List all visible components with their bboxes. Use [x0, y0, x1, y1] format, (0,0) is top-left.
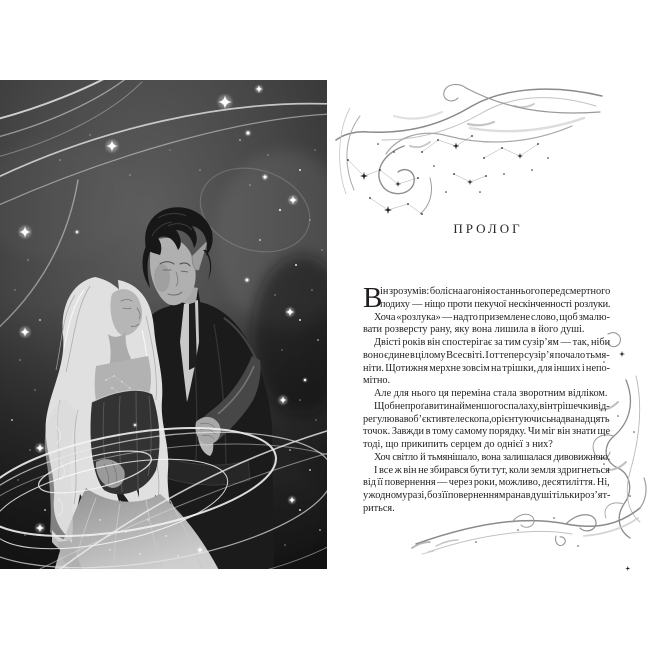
text-line: регулював об’єктив телескопа, орієнтуючись на дванадцять — [363, 413, 610, 425]
paragraph — [363, 452, 610, 465]
text-line: вати розверсту рану, яку вона лишила в його душі. — [363, 324, 585, 336]
text-line: Щоб не проґавити найменшого спалаху, він трішечки від- — [374, 400, 610, 412]
text-line: І все ж він не збирався бути тут, коли земля здригнеться — [374, 464, 610, 476]
text-line: Хоч світло й тьмянішало, вона залишалася дивовижною. — [374, 451, 611, 463]
text-line: воно єдине в цілому Всесвіті. І от тепер сузір’я почало тьмя- — [363, 349, 610, 361]
flourish-top-ornament — [334, 82, 604, 224]
text-line: точок. Завжди в тому самому порядку. Чи міг він знати ще — [363, 426, 611, 438]
text-line: риться. — [363, 502, 395, 514]
chapter-title: ПРОЛОГ — [453, 221, 523, 236]
text-line: Але для нього ця переміна стала зворотним відліком. — [374, 388, 608, 399]
swirl-lines — [336, 85, 602, 214]
paragraph — [363, 401, 610, 452]
constellations — [347, 135, 549, 215]
text-line: тоді, що прикипить серцем до однієї з них? — [363, 439, 553, 450]
text-line: Хоча «розлука» — надто приземлене слово, щоб змалю- — [374, 311, 611, 323]
text-line: від її повернення — через роки, можливо, десятиліття. Ні, — [363, 477, 610, 489]
paragraph — [363, 388, 610, 401]
paragraph — [363, 312, 610, 338]
text-line: у жодному разі, бо з її поверненням рана в душі тільки роз’ят- — [363, 490, 611, 501]
text-line: подиху — ніщо проти пекучої нескінченності розлуки. — [380, 298, 611, 310]
text-line: мітно. — [363, 375, 391, 387]
body-text — [363, 282, 611, 516]
paragraph — [363, 282, 611, 314]
book-illustration — [0, 80, 327, 569]
paragraph — [363, 337, 610, 388]
text-line: ін зрозумів: болісна агонія останнього передсмертного — [380, 286, 611, 297]
text-line: ніти. Щотижня мерхне зовсім на трішки, для інших і непо- — [363, 362, 611, 374]
drop-cap: В — [363, 282, 383, 314]
text-line: Двісті років він спостерігає за тим сузір’ям — так, ніби — [374, 337, 611, 348]
paragraph — [363, 465, 610, 516]
